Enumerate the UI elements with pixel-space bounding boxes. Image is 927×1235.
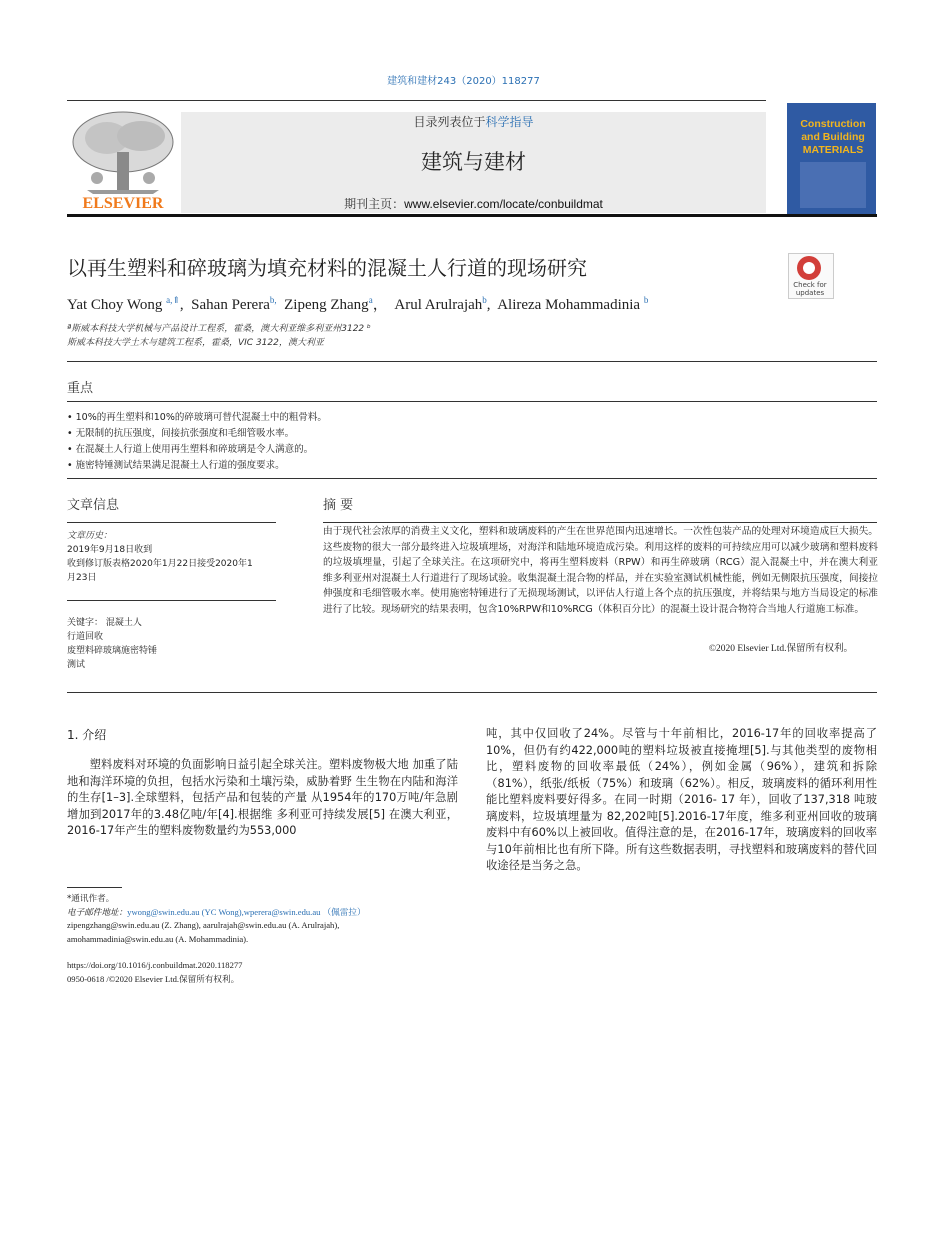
author-name[interactable]: Sahan Perera (191, 297, 270, 313)
history-entry: 月23日 (67, 573, 97, 583)
masthead-bottom-rule (67, 214, 877, 217)
journal-homepage-line (181, 195, 766, 212)
author-name[interactable]: Yat Choy Wong (67, 297, 163, 313)
author-affiliation-sup[interactable]: a,⇑ (166, 295, 180, 305)
article-info-heading: 文章信息 (67, 498, 120, 513)
highlight-item: • 10%的再生塑料和10%的碎玻璃可替代混凝土中的粗骨料。 (67, 412, 327, 423)
email-line[interactable]: zipengzhang@swin.edu.au (Z. Zhang), aarulrajah@swin.edu.au (A. Arulrajah), (67, 920, 340, 930)
highlight-item: • 在混凝土人行道上使用再生塑料和碎玻璃是令人满意的。 (67, 444, 314, 455)
author-affiliation-sup[interactable]: b (643, 295, 649, 305)
corresponding-author-note: *通讯作者。 (67, 894, 115, 904)
history-entry: 2019年9月18日收到 (67, 545, 153, 555)
author-affiliation-sup[interactable]: b, (269, 295, 277, 305)
affiliation-a: ª斯威本科技大学机械与产品设计工程系，霍桑，澳大利亚维多利亚州3122 ᵇ (67, 324, 371, 334)
author-name[interactable]: Arul Arulrajah (394, 297, 483, 313)
footnote-rule (67, 887, 122, 888)
homepage-link[interactable]: www.elsevier.com/locate/conbuildmat (404, 197, 603, 211)
check-updates-label: Check for updates (793, 281, 827, 297)
check-updates-icon-center (803, 262, 815, 274)
author-list: Yat Choy Wong $^{a,⇑}$, Sahan Perera$^{b,}$ Zipeng Zhang$^a$， Arul Arulrajah$^b$, Alireza Mohammadinia $^b$ (67, 295, 649, 313)
keyword-line: 废塑料碎玻璃施密特锤 (67, 646, 158, 656)
email-line[interactable]: amohammadinia@swin.edu.au (A. Mohammadinia). (67, 934, 249, 944)
contents-prefix: 目录列表位于 (413, 115, 486, 129)
abstract-copyright: ©2020 Elsevier Ltd.保留所有权利。 (708, 644, 853, 654)
email-line (67, 906, 366, 918)
history-label: 文章历史： (67, 531, 113, 541)
keyword-line: 行道回收 (67, 632, 104, 642)
journal-cover-graphic (800, 162, 866, 208)
section-rule (67, 361, 877, 362)
issn-copyright: 0950-0618 /©2020 Elsevier Ltd.保留所有权利。 (67, 974, 240, 984)
author-affiliation-sup[interactable]: a (368, 295, 373, 305)
abstract-rule (323, 522, 877, 523)
article-info-rule (67, 522, 276, 523)
section-rule (67, 401, 877, 402)
email-addresses[interactable]: ywong@swin.edu.au (YC Wong),wperera@swin.edu.au （佩雷拉） (127, 907, 366, 917)
author-affiliation-sup[interactable]: b (482, 295, 487, 305)
sciencedirect-link[interactable]: 科学指导 (485, 115, 534, 129)
section-rule (67, 478, 877, 479)
abstract-heading: 摘 要 (323, 498, 354, 513)
journal-cover-title: Construction and Building MATERIALS (800, 118, 866, 156)
doi-link[interactable]: https://doi.org/10.1016/j.conbuildmat.2020.118277 (67, 960, 243, 970)
contents-line (181, 113, 766, 130)
journal-name: 建筑与建材 (421, 150, 526, 174)
elsevier-wordmark: ELSEVIER (82, 195, 164, 212)
author-name[interactable]: Zipeng Zhang (284, 297, 369, 313)
abstract-text: 由于现代社会浓厚的消费主义文化，塑料和玻璃废料的产生在世界范围内迅速增长。一次性包装产品的处理对环境造成巨大损失。这些废物的很大一部分最终进入垃圾填埋场，对海洋和陆地环境造成污染。利用这样的废料的可持续应用可以减少玻璃和塑料废料的垃圾填埋量，引起了全球关注。在这项研究中，将再生塑料废料（RPW）和再生碎玻璃（RCG）混入混凝土中，并在澳大利亚维多利亚州对混凝土人行道进行了现场试验。收集混凝土混合物的样品，并在实验室测试机械性能，例如无侧限抗压强度，间接拉伸强度和毛细管吸水率。使用施密特锤进行了无损现场测试，以评估人行道上各个点的抗压强度，并将结果与地方当局设定的标准进行了比较。现场研究的结果表明，包含10%RPW和10%RCG（体积百分比）的混凝土设计混合物符合当地人行道施工标准。 (323, 526, 878, 615)
body-column-left: 塑料废料对环境的负面影响日益引起全球关注。塑料废物极大地 加重了陆地和海洋环境的负担，包括水污染和土壤污染，威胁着野 生生物在内陆和海洋的生存[1–3].全球塑料，包括产品和包装的产量 从1954年的170万吨/年急剧增加到2017年的3.48亿吨/年[4].根据维 多利亚可持续发展[5] 在澳大利亚，2016-17年产生的塑料废物数量约为553,000 (67, 758, 458, 837)
article-title: 以再生塑料和碎玻璃为填充材料的混凝土人行道的现场研究 (67, 256, 587, 280)
highlight-item: • 无限制的抗压强度，间接抗张强度和毛细管吸水率。 (67, 428, 295, 439)
email-label: 电子邮件地址： (67, 908, 128, 918)
history-entry: 收到修订版表格2020年1月22日接受2020年1 (67, 559, 253, 569)
masthead-top-rule (67, 100, 766, 101)
keyword-line: 关键字： 混凝土人 (67, 618, 142, 628)
homepage-prefix: 期刊主页： (344, 197, 405, 211)
section-rule (67, 692, 877, 693)
article-info-rule (67, 600, 276, 601)
affiliation-b: 斯威本科技大学土木与建筑工程系，霍桑，VIC 3122，澳大利亚 (67, 338, 324, 348)
highlight-item: • 施密特锤测试结果满足混凝土人行道的强度要求。 (67, 460, 285, 471)
journal-citation[interactable]: 建筑和建材243（2020）118277 (387, 76, 540, 87)
highlights-heading: 重点 (67, 381, 94, 396)
author-name[interactable]: Alireza Mohammadinia (497, 297, 641, 313)
keyword-line: 测试 (67, 660, 86, 670)
section-heading-introduction: 1. 介绍 (67, 728, 107, 742)
body-column-right: 吨，其中仅回收了24%。尽管与十年前相比，2016-17年的回收率提高了10%，但仍有约422,000吨的塑料垃圾被直接掩埋[5].与其他类型的废物相比，塑料废物的回收率最低（24%），例如金属（96%），建筑和拆除（81%），纸张/纸板（75%）和玻璃（62%）。相反，玻璃废料的循环利用性能比塑料废料要好得多。在同一时期（2016- 17 年），回收了137,318 吨玻璃废料，垃圾填埋量为 82,202吨[5].2016-17年度，维多利亚州回收的玻璃废料中有60%以上被回收。值得注意的是，在2016-17年，玻璃废料的回收率与10年前相比也有所下降。所有这些数据表明，寻找塑料和玻璃废料的替代回收途径是当务之急。 (486, 727, 877, 872)
